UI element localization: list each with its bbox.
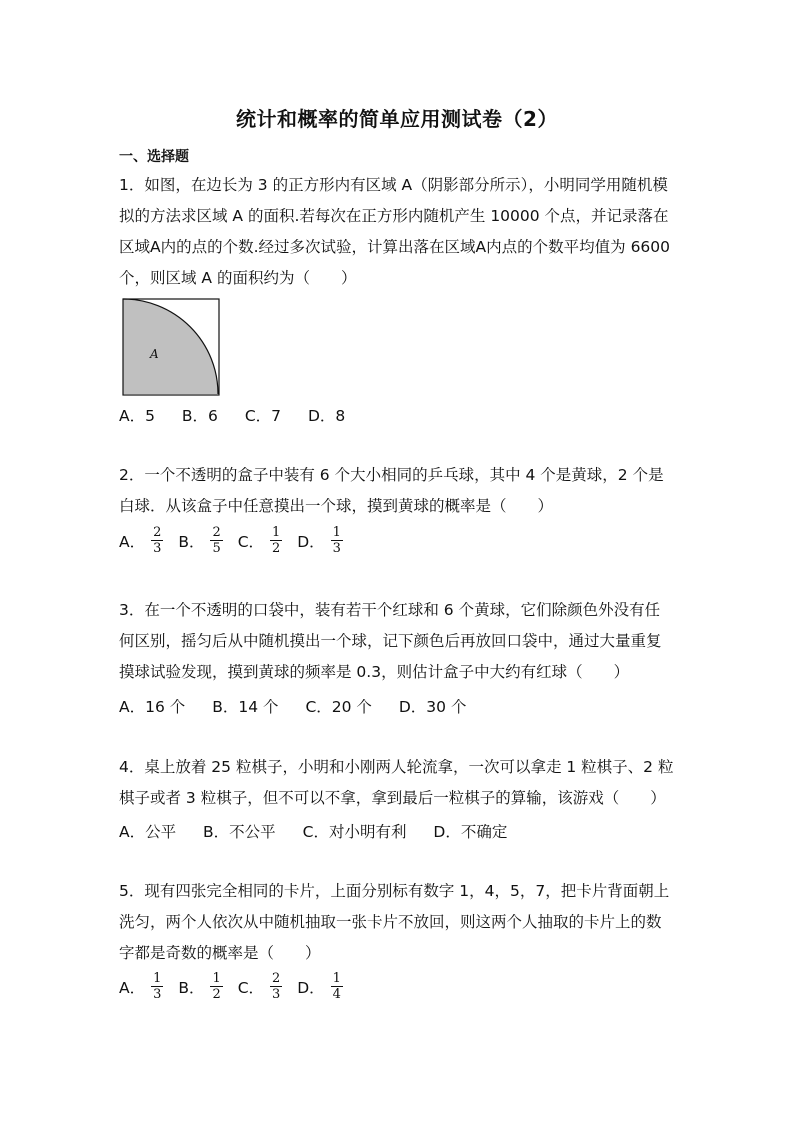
option-d[interactable] <box>297 971 343 1002</box>
denominator: 5 <box>212 541 221 556</box>
option-letter: C． <box>237 978 265 997</box>
option-letter: B． <box>178 978 205 997</box>
option-d[interactable]: D．不确定 <box>433 823 508 841</box>
option-letter: D． <box>297 978 325 997</box>
question-3-line: 何区别，摇匀后从中随机摸出一个球，记下颜色后再放回口袋中，通过大量重复 <box>119 632 662 650</box>
denominator: 2 <box>212 987 221 1002</box>
square-region-figure <box>122 298 220 396</box>
denominator: 3 <box>153 541 162 556</box>
fraction <box>270 525 282 556</box>
question-2 <box>119 460 679 522</box>
question-3 <box>119 595 679 688</box>
question-3-line: 3．在一个不透明的口袋中，装有若干个红球和 6 个黄球，它们除颜色外没有任 <box>119 601 661 619</box>
question-1 <box>119 170 679 294</box>
numerator: 2 <box>153 525 162 540</box>
region-label: A <box>150 347 159 361</box>
denominator: 4 <box>332 987 341 1002</box>
shaded-region-a <box>123 299 218 394</box>
question-2-line: 白球．从该盒子中任意摸出一个球，摸到黄球的概率是（ ） <box>119 497 554 515</box>
numerator: 1 <box>332 971 341 986</box>
option-b[interactable]: B．不公平 <box>203 823 276 841</box>
option-a[interactable] <box>119 525 163 556</box>
option-c[interactable]: C．7 <box>244 407 282 425</box>
option-letter: D． <box>297 532 325 551</box>
denominator: 2 <box>272 541 281 556</box>
option-c[interactable] <box>238 971 283 1002</box>
option-b[interactable]: B．14 个 <box>212 698 279 716</box>
section-heading: 一、选择题 <box>119 149 189 165</box>
option-b[interactable] <box>178 525 222 556</box>
question-3-line: 摸球试验发现，摸到黄球的频率是 0.3，则估计盒子中大约有红球（ ） <box>119 663 630 681</box>
question-2-options <box>119 525 353 556</box>
question-1-line: 区域A内的点的个数.经过多次试验，计算出落在区域A内点的个数平均值为 6600 <box>119 238 671 256</box>
option-letter: A． <box>119 532 146 551</box>
question-3-options <box>119 695 488 717</box>
question-4-line: 棋子或者 3 粒棋子，但不可以不拿，拿到最后一粒棋子的算输，该游戏（ ） <box>119 789 666 807</box>
question-5-line: 洗匀，两个人依次从中随机抽取一张卡片不放回，则这两个人抽取的卡片上的数 <box>119 913 662 931</box>
question-5 <box>119 876 679 969</box>
question-4-line: 4．桌上放着 25 粒棋子，小明和小刚两人轮流拿，一次可以拿走 1 粒棋子、2 粒 <box>119 758 674 776</box>
option-d[interactable] <box>297 525 343 556</box>
question-4-options <box>119 820 529 842</box>
question-4 <box>119 752 679 814</box>
option-a[interactable]: A．5 <box>119 407 155 425</box>
option-d[interactable]: D．30 个 <box>398 698 467 716</box>
question-1-line: 个，则区域 A 的面积约为（ ） <box>119 269 357 287</box>
numerator: 2 <box>272 971 281 986</box>
option-b[interactable]: B．6 <box>181 407 218 425</box>
option-a[interactable]: A．公平 <box>119 823 177 841</box>
numerator: 1 <box>153 971 162 986</box>
option-b[interactable] <box>178 971 222 1002</box>
option-c[interactable]: C．20 个 <box>305 698 372 716</box>
fraction <box>331 525 343 556</box>
question-5-line: 字都是奇数的概率是（ ） <box>119 944 321 962</box>
question-1-line: 拟的方法求区域 A 的面积.若每次在正方形内随机产生 10000 个点，并记录落在 <box>119 207 669 225</box>
denominator: 3 <box>332 541 341 556</box>
option-d[interactable]: D．8 <box>307 407 346 425</box>
option-letter: C． <box>237 532 265 551</box>
option-letter: B． <box>178 532 205 551</box>
option-c[interactable]: C．对小明有利 <box>302 823 407 841</box>
denominator: 3 <box>272 987 281 1002</box>
option-a[interactable] <box>119 971 163 1002</box>
numerator: 1 <box>272 525 281 540</box>
question-5-line: 5．现有四张完全相同的卡片，上面分别标有数字 1，4，5，7，把卡片背面朝上 <box>119 882 670 900</box>
fraction <box>210 971 222 1002</box>
page-title: 统计和概率的简单应用测试卷（2） <box>236 107 558 131</box>
fraction <box>270 971 282 1002</box>
option-c[interactable] <box>238 525 283 556</box>
question-5-options <box>119 971 353 1002</box>
fraction <box>151 525 163 556</box>
question-2-line: 2．一个不透明的盒子中装有 6 个大小相同的乒乓球，其中 4 个是黄球，2 个是 <box>119 466 664 484</box>
fraction <box>331 971 343 1002</box>
numerator: 2 <box>212 525 221 540</box>
question-1-options <box>119 404 367 426</box>
fraction <box>210 525 222 556</box>
denominator: 3 <box>153 987 162 1002</box>
option-letter: A． <box>119 978 146 997</box>
question-1-line: 1．如图，在边长为 3 的正方形内有区域 A（阴影部分所示），小明同学用随机模 <box>119 176 668 194</box>
numerator: 1 <box>212 971 221 986</box>
numerator: 1 <box>332 525 341 540</box>
option-a[interactable]: A．16 个 <box>119 698 186 716</box>
fraction <box>151 971 163 1002</box>
